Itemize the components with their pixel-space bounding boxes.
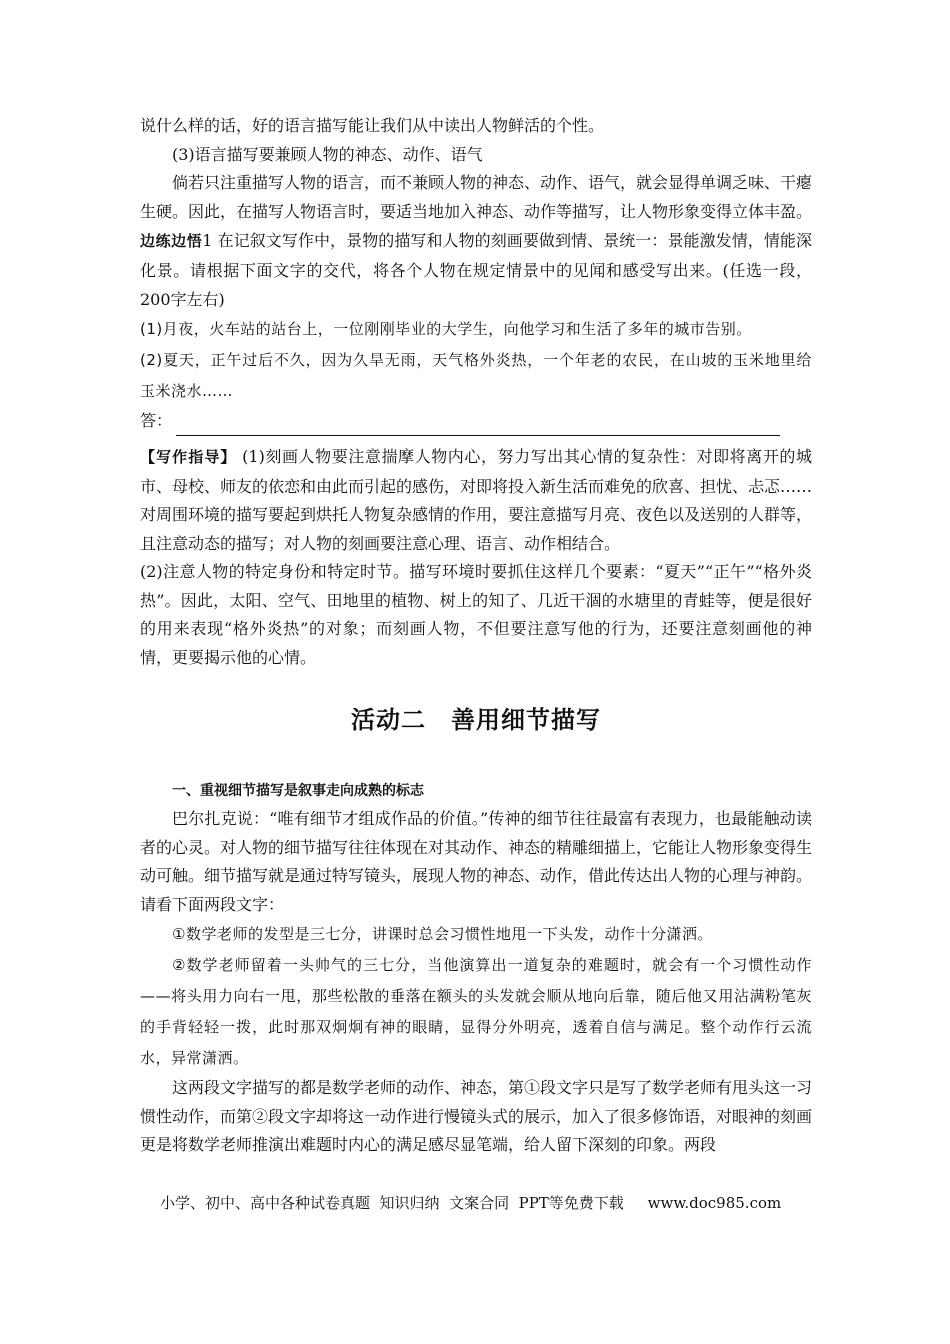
section-title: 活动二 善用细节描写 — [351, 706, 601, 734]
footer-banner: 小学、初中、高中各种试卷真题 知识归纳 文案合同 PPT等免费下载 www.doc985.com — [160, 1194, 782, 1212]
guide-text-1: (1)刻画人物要注意揣摩人物内心，努力写出其心情的复杂性：对即将离开的城市、母校、师友的依恋和由此而引起的感伤，对即将投入新生活而难免的欣喜、担忧、忐忑……对周围环境的描写要起到烘托人物复杂感情的作用，要注意描写月亮、夜色以及送别的人群等，且注意动态的描写；对人物的刻画要注意心理、语言、动作相结合。 — [140, 446, 813, 553]
exercise-option-2: (2)夏天，正午过后不久，因为久旱无雨，天气格外炎热，一个年老的农民，在山坡的玉米地里给玉米浇水…… — [140, 351, 812, 400]
detail-paragraph-1: 巴尔扎克说：“唯有细节才组成作品的价值。”传神的细节往往最富有表现力，也最能触动读者的心灵。对人物的细节描写往往体现在对其动作、神态的精雕细描上，它能让人物形象变得生动可触。细节描写就是通过特写镜头，展现人物的神态、动作，借此传达出人物的心理与神韵。请看下面两段文字： — [140, 809, 813, 914]
guide-label: 【写作指导】 — [140, 447, 237, 466]
analysis-paragraph: 这两段文字描写的都是数学老师的动作、神态，第①段文字只是写了数学老师有甩头这一习惯性动作，而第②段文字却将这一动作进行慢镜头式的展示，加入了很多修饰语，对眼神的刻画更是将数学老师推演出难题时内心的满足感尽显笔端，给人留下深刻的印象。两段 — [140, 1078, 813, 1154]
point3-body: 倘若只注重描写人物的语言，而不兼顾人物的神态、动作、语气，就会显得单调乏味、干瘪生硬。因此，在描写人物语言时，要适当地加入神态、动作等描写，让人物形象变得立体丰盈。 — [140, 173, 813, 221]
point3-heading: (3)语言描写要兼顾人物的神态、动作、语气 — [172, 144, 483, 164]
exercise-option-1: (1)月夜，火车站的站台上，一位刚刚毕业的大学生，向他学习和生活了多年的城市告别。 — [140, 320, 752, 338]
subheading: 一、重视细节描写是叙事走向成熟的标志 — [172, 782, 424, 799]
exercise-text: 1 在记叙文写作中，景物的描写和人物的刻画要做到情、景统一：景能激发情，情能深化景。请根据下面文字的交代，将各个人物在规定情景中的见闻和感受写出来。(任选一段，200字左右) — [140, 231, 812, 309]
guide-paragraph-2: (2)注意人物的特定身份和特定时节。描写环境时要抓住这样几个要素：“夏天”“正午”“格外炎热”。因此，太阳、空气、田地里的植物、树上的知了、几近干涸的水塘里的青蛙等，便是很好的用来表现“格外炎热”的对象；而刻画人物，不但要注意写他的行为，还要注意刻画他的神情，更要揭示他的心情。 — [140, 562, 812, 667]
example-1: ①数学老师的发型是三七分，讲课时总会习惯性地甩一下头发，动作十分潇洒。 — [172, 925, 713, 943]
answer-blank[interactable] — [176, 417, 780, 436]
example-2: ②数学老师留着一头帅气的三七分，当他演算出一道复杂的难题时，就会有一个习惯性动作——将头用力向右一甩，那些松散的垂落在额头的头发就会顺从地向后靠，随后他又用沾满粉笔灰的手背轻轻一拨，此时那双炯炯有神的眼睛，显得分外明亮，透着自信与满足。整个动作行云流水，异常潇洒。 — [140, 956, 812, 1067]
intro-paragraph-end: 说什么样的话，好的语言描写能让我们从中读出人物鲜活的个性。 — [140, 116, 605, 135]
document-page — [140, 112, 812, 1160]
answer-line — [140, 407, 812, 436]
exercise-label: 边练边悟 — [140, 232, 203, 250]
guide-paragraph-1 — [140, 442, 812, 559]
answer-label: 答： — [140, 411, 173, 430]
exercise-paragraph — [140, 226, 812, 314]
